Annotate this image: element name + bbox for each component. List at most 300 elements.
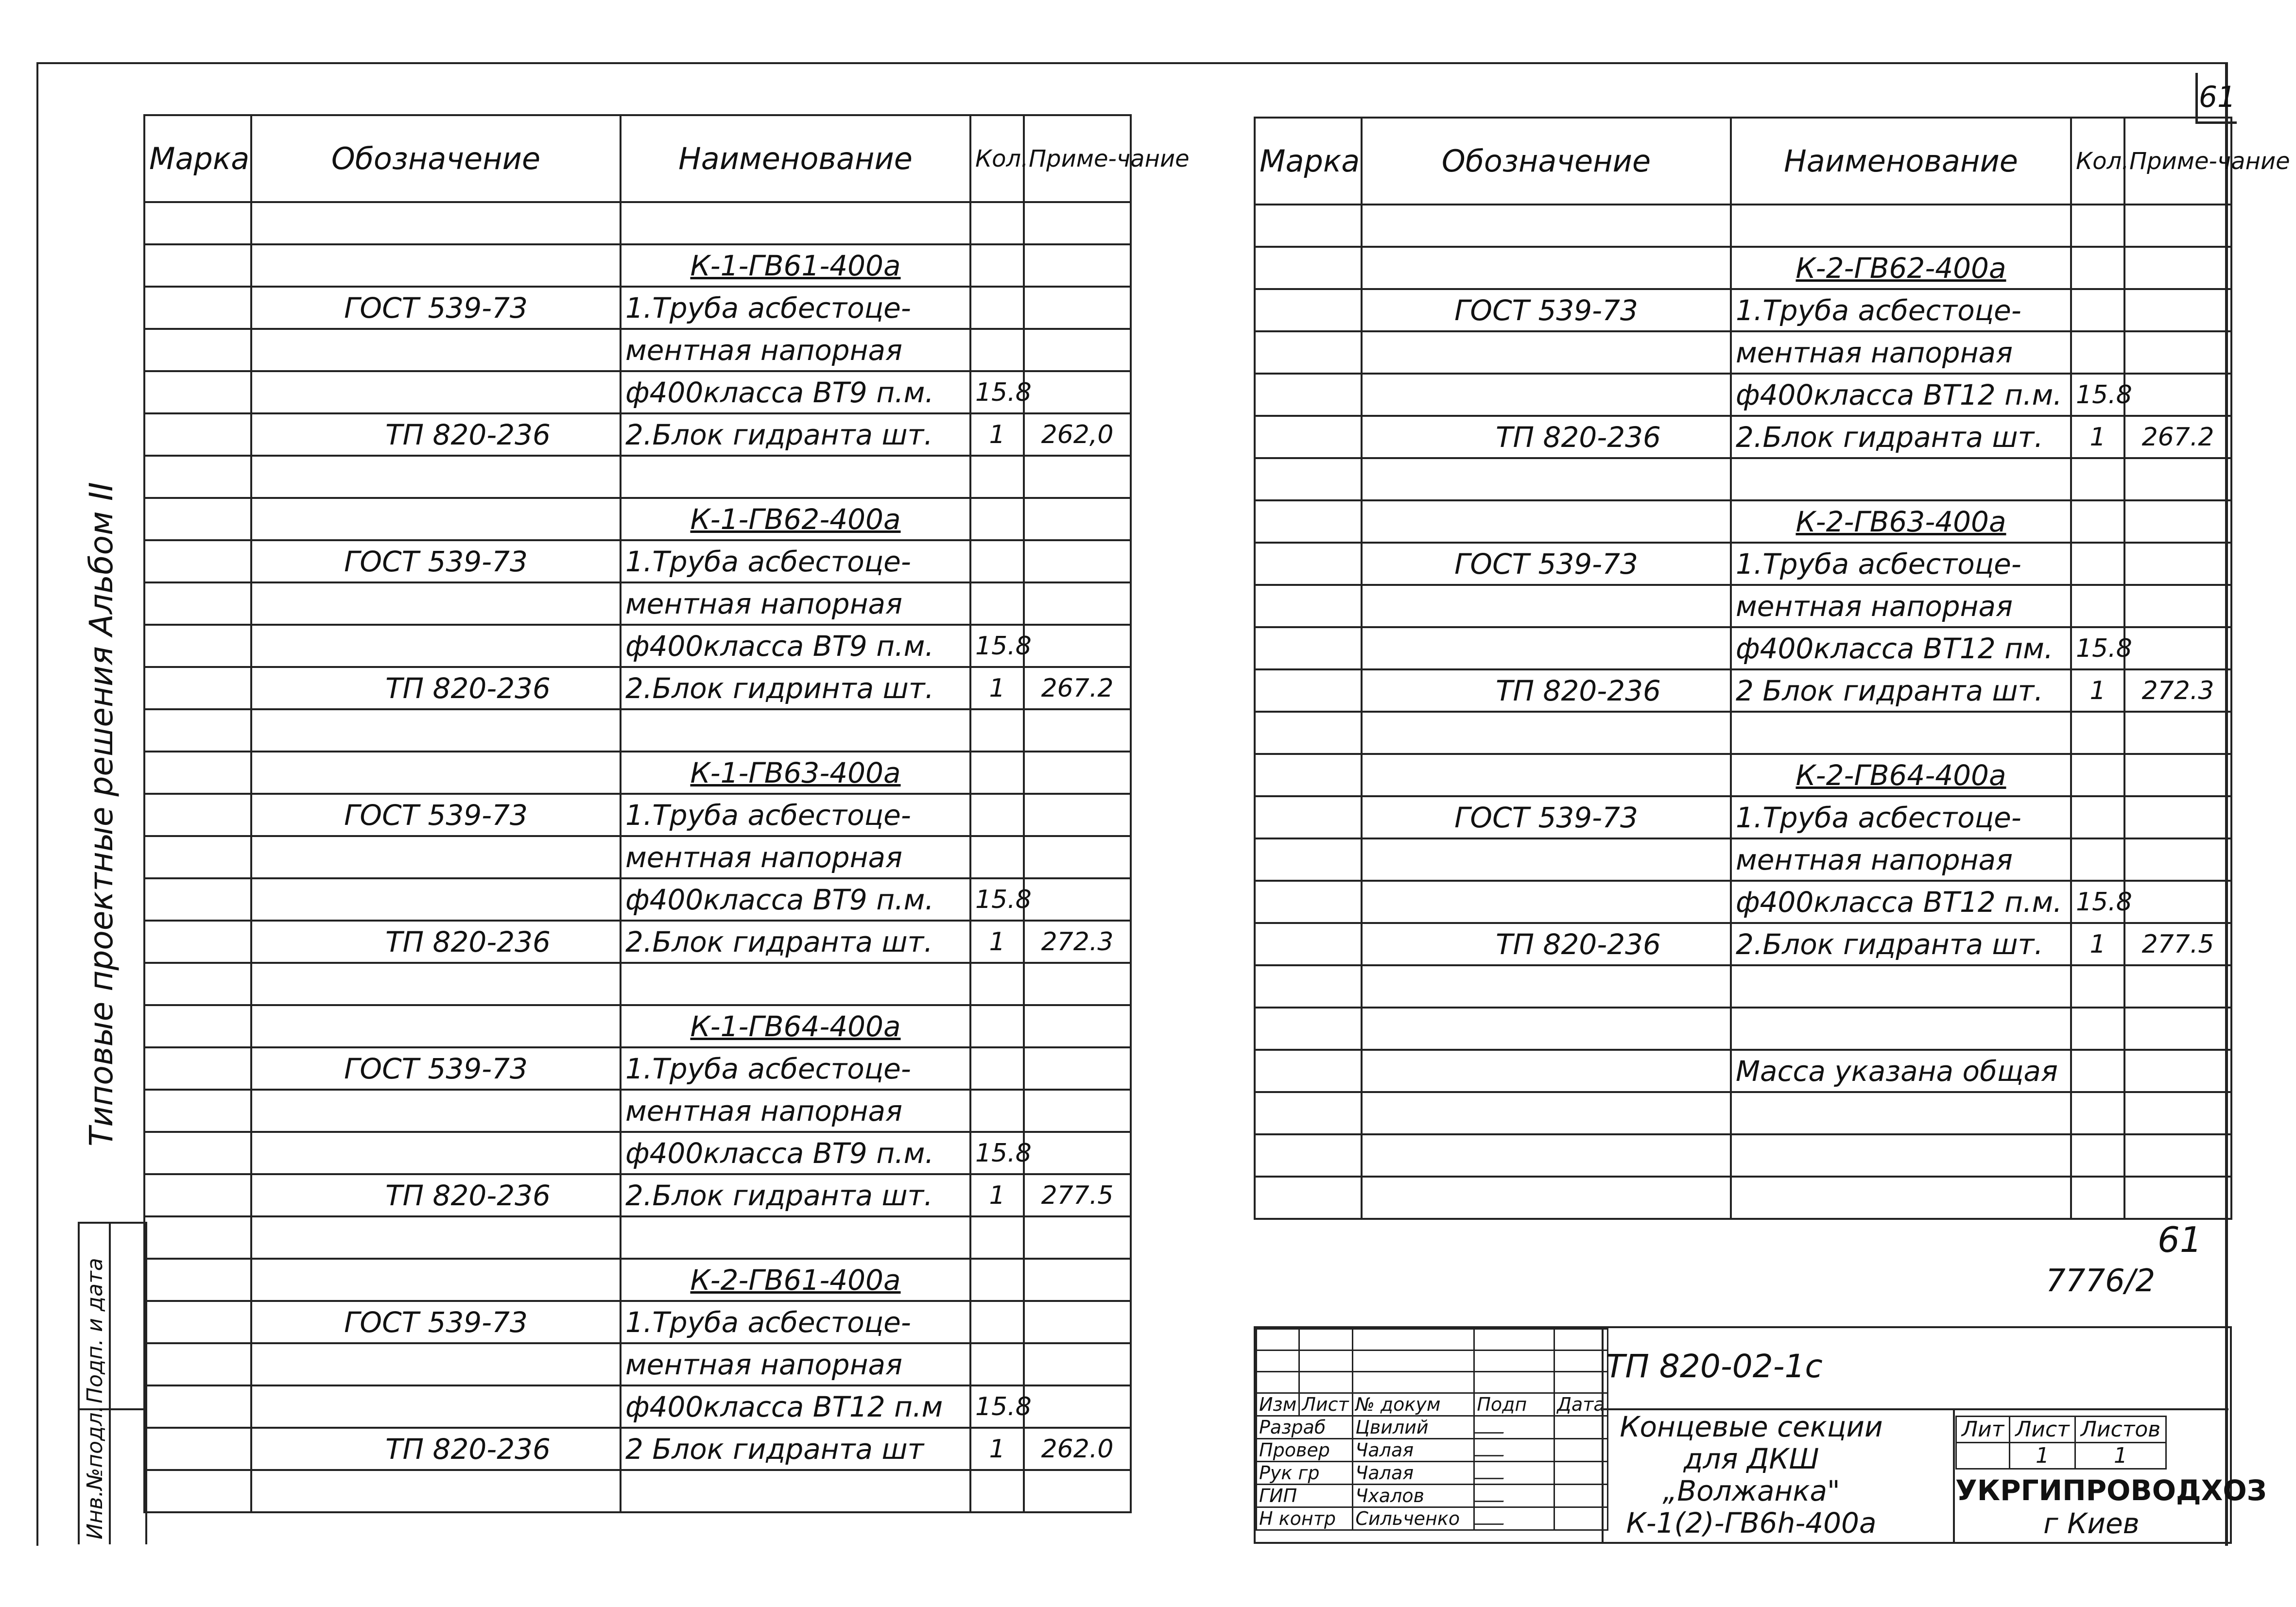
table-row <box>1255 331 2231 374</box>
table-header-row <box>144 115 1131 202</box>
cell-designation <box>1362 1008 1731 1050</box>
cell-name: К-2-ГВ61-400а <box>621 1259 970 1301</box>
col-header-marka: Марка <box>144 115 251 202</box>
cell-name: ментная напорная <box>621 1090 970 1132</box>
cell-marka <box>144 456 251 498</box>
cell-note <box>1024 329 1131 371</box>
approval-stamp-box <box>78 1222 147 1544</box>
table-row <box>144 1174 1131 1216</box>
cell-qty: 1 <box>970 1428 1024 1470</box>
cell-name <box>1731 712 2071 754</box>
cell-note <box>1024 1301 1131 1343</box>
table-row <box>1255 458 2231 500</box>
col-header-qty: Кол. <box>970 115 1024 202</box>
signature-mark <box>1474 1419 1509 1434</box>
cell-marka <box>144 371 251 413</box>
cell-qty <box>970 498 1024 540</box>
table-row <box>1255 923 2231 965</box>
cell-designation <box>1362 331 1731 374</box>
cell-qty <box>970 963 1024 1005</box>
cell-qty <box>2071 500 2124 543</box>
stamp-label-date: Подп. и дата <box>83 1258 107 1403</box>
cell-name: 1.Труба асбестоце- <box>1731 289 2071 331</box>
cell-name <box>1731 1134 2071 1177</box>
table-row <box>1255 543 2231 585</box>
cell-marka <box>144 1047 251 1090</box>
cell-designation <box>251 1343 621 1385</box>
cell-note: 262,0 <box>1024 413 1131 456</box>
cell-qty <box>2071 543 2124 585</box>
cell-designation <box>1362 627 1731 669</box>
table-row <box>144 709 1131 752</box>
cell-qty: 1 <box>2071 416 2124 458</box>
cell-note <box>1024 709 1131 752</box>
cell-note <box>2124 458 2231 500</box>
signature-mark <box>1474 1442 1509 1456</box>
cell-note <box>2124 1177 2231 1219</box>
cell-qty <box>970 287 1024 329</box>
cell-marka <box>144 1428 251 1470</box>
cell-designation <box>251 202 621 244</box>
title-block <box>1254 1326 2267 1544</box>
cell-designation <box>251 244 621 287</box>
cell-qty: 15.8 <box>970 371 1024 413</box>
cell-note <box>1024 1216 1131 1259</box>
cell-name: К-1-ГВ64-400а <box>621 1005 970 1047</box>
cell-designation <box>251 836 621 878</box>
cell-qty: 1 <box>970 413 1024 456</box>
table-row <box>144 667 1131 709</box>
cell-qty <box>970 202 1024 244</box>
cell-note <box>1024 582 1131 625</box>
cell-marka <box>144 1005 251 1047</box>
cell-designation <box>251 1090 621 1132</box>
cell-qty <box>970 836 1024 878</box>
cell-qty: 1 <box>970 667 1024 709</box>
cell-designation <box>1362 881 1731 923</box>
cell-designation <box>251 963 621 1005</box>
table-row <box>1255 289 2231 331</box>
cell-designation <box>1362 374 1731 416</box>
cell-marka <box>1255 669 1362 712</box>
cell-marka <box>144 413 251 456</box>
col-header-designation: Обозначение <box>251 115 621 202</box>
cell-note <box>1024 836 1131 878</box>
cell-name: К-1-ГВ63-400а <box>621 752 970 794</box>
album-sidebar-label: Типовые проектные решения Альбом II <box>83 482 120 1146</box>
table-row <box>144 287 1131 329</box>
cell-qty <box>970 709 1024 752</box>
table-row <box>1255 965 2231 1008</box>
cell-note <box>1024 1343 1131 1385</box>
cell-qty <box>2071 247 2124 289</box>
cell-name: 1.Труба асбестоце- <box>621 540 970 582</box>
table-row <box>144 244 1131 287</box>
cell-note <box>2124 289 2231 331</box>
cell-note <box>1024 1047 1131 1090</box>
table-row <box>144 836 1131 878</box>
cell-designation <box>251 1470 621 1512</box>
cell-marka <box>144 582 251 625</box>
cell-marka <box>144 921 251 963</box>
hdr-sign: Подп <box>1474 1393 1554 1416</box>
cell-note <box>1024 287 1131 329</box>
cell-name <box>1731 965 2071 1008</box>
role-label: Разраб <box>1257 1416 1353 1439</box>
cell-qty <box>2071 331 2124 374</box>
cell-designation <box>251 752 621 794</box>
cell-designation <box>1362 838 1731 881</box>
cell-marka <box>1255 838 1362 881</box>
table-header-row <box>1255 118 2231 205</box>
cell-qty: 15.8 <box>970 1385 1024 1428</box>
cell-marka <box>144 1385 251 1428</box>
cell-designation: ТП 820-236 <box>1362 923 1731 965</box>
signature-mark <box>1474 1511 1509 1525</box>
drawing-title <box>1605 1411 1897 1539</box>
table-row <box>1255 754 2231 796</box>
cell-qty <box>2071 289 2124 331</box>
table-row <box>144 963 1131 1005</box>
table-row <box>144 1343 1131 1385</box>
cell-designation <box>251 1216 621 1259</box>
cell-designation <box>251 878 621 921</box>
cell-marka <box>144 540 251 582</box>
cell-designation: ТП 820-236 <box>251 1174 621 1216</box>
table-row <box>1255 585 2231 627</box>
cell-designation: ГОСТ 539-73 <box>251 794 621 836</box>
cell-note: 272.3 <box>1024 921 1131 963</box>
cell-qty <box>2071 585 2124 627</box>
drawing-title-line: К-1(2)-ГВ6h-400а <box>1626 1506 1877 1539</box>
cell-note <box>1024 371 1131 413</box>
cell-qty <box>970 752 1024 794</box>
cell-designation <box>1362 754 1731 796</box>
cell-note <box>1024 540 1131 582</box>
cell-marka <box>1255 205 1362 247</box>
role-label: Рук гр <box>1257 1462 1353 1485</box>
organization-city: г Киев <box>2043 1507 2140 1540</box>
cell-designation <box>251 1132 621 1174</box>
cell-note <box>1024 1259 1131 1301</box>
cell-marka <box>144 1174 251 1216</box>
cell-note <box>1024 456 1131 498</box>
cell-note: 272.3 <box>2124 669 2231 712</box>
cell-marka <box>1255 543 1362 585</box>
cell-qty <box>2071 838 2124 881</box>
cell-name: 1.Труба асбестоце- <box>621 794 970 836</box>
sheet-info-table <box>1955 1416 2167 1470</box>
cell-marka <box>144 963 251 1005</box>
cell-marka <box>1255 247 1362 289</box>
cell-note <box>1024 794 1131 836</box>
cell-note <box>2124 331 2231 374</box>
cell-qty <box>970 1343 1024 1385</box>
cell-marka <box>1255 374 1362 416</box>
list-value: 1 <box>2010 1443 2075 1469</box>
cell-designation: ГОСТ 539-73 <box>251 287 621 329</box>
cell-designation <box>1362 1177 1731 1219</box>
cell-qty <box>2071 1092 2124 1134</box>
table-row <box>144 1470 1131 1512</box>
cell-designation <box>251 1259 621 1301</box>
lit-header: Лит <box>1956 1417 2010 1443</box>
table-row <box>1255 1092 2231 1134</box>
cell-name: 2.Блок гидранта шт. <box>1731 923 2071 965</box>
cell-marka <box>144 709 251 752</box>
cell-name: ментная напорная <box>1731 331 2071 374</box>
spec-table-left <box>143 114 1190 1513</box>
table-row <box>1255 247 2231 289</box>
cell-note <box>1024 1470 1131 1512</box>
cell-name: ментная напорная <box>621 329 970 371</box>
cell-name <box>1731 1177 2071 1219</box>
cell-name <box>621 1216 970 1259</box>
table-row <box>144 202 1131 244</box>
cell-designation <box>1362 458 1731 500</box>
role-label: Н контр <box>1257 1507 1353 1530</box>
col-header-note: Приме-чание <box>1024 115 1131 202</box>
cell-marka <box>144 202 251 244</box>
table-row <box>1255 205 2231 247</box>
cell-qty <box>970 456 1024 498</box>
cell-name <box>621 709 970 752</box>
table-row <box>144 540 1131 582</box>
signature-mark <box>1474 1488 1509 1502</box>
table-row <box>144 1005 1131 1047</box>
cell-marka <box>1255 881 1362 923</box>
cell-name <box>621 963 970 1005</box>
role-name: Сильченко <box>1353 1507 1474 1530</box>
table-row <box>144 625 1131 667</box>
cell-name <box>621 202 970 244</box>
organization <box>1955 1474 2267 1540</box>
cell-name: ф400класса ВТ12 п.м <box>621 1385 970 1428</box>
cell-name: ф400класса ВТ9 п.м. <box>621 371 970 413</box>
cell-qty <box>970 329 1024 371</box>
cell-designation: ГОСТ 539-73 <box>1362 543 1731 585</box>
role-name: Цвилий <box>1353 1416 1474 1439</box>
table-row <box>1255 374 2231 416</box>
col-header-name: Наименование <box>621 115 970 202</box>
cell-qty <box>2071 1177 2124 1219</box>
cell-designation <box>1362 585 1731 627</box>
table-row <box>144 498 1131 540</box>
role-name: Чалая <box>1353 1439 1474 1462</box>
role-label: ГИП <box>1257 1485 1353 1507</box>
document-code: ТП 820-02-1с <box>1605 1348 1823 1385</box>
cell-designation: ТП 820-236 <box>251 413 621 456</box>
cell-qty: 15.8 <box>970 625 1024 667</box>
cell-designation <box>1362 1092 1731 1134</box>
cell-note <box>2124 1008 2231 1050</box>
cell-qty <box>970 1216 1024 1259</box>
cell-qty <box>970 794 1024 836</box>
cell-qty <box>2071 754 2124 796</box>
table-row <box>144 329 1131 371</box>
cell-name: К-2-ГВ63-400а <box>1731 500 2071 543</box>
cell-qty <box>2071 1134 2124 1177</box>
cell-designation <box>251 1385 621 1428</box>
cell-designation: ТП 820-236 <box>1362 416 1731 458</box>
listov-header: Листов <box>2075 1417 2166 1443</box>
cell-note <box>2124 1134 2231 1177</box>
cell-marka <box>1255 458 1362 500</box>
table-row <box>144 1090 1131 1132</box>
cell-name: 2 Блок гидранта шт. <box>1731 669 2071 712</box>
cell-note <box>1024 1005 1131 1047</box>
cell-marka <box>144 287 251 329</box>
cell-name: ментная напорная <box>621 836 970 878</box>
table-row <box>144 1301 1131 1343</box>
cell-designation <box>1362 965 1731 1008</box>
table-row <box>144 794 1131 836</box>
cell-note <box>2124 881 2231 923</box>
cell-qty: 15.8 <box>2071 627 2124 669</box>
table-row <box>144 1385 1131 1428</box>
col-header-marka: Марка <box>1255 118 1362 205</box>
stamp-label-inv: Инв.№подл. <box>83 1405 107 1539</box>
cell-marka <box>144 625 251 667</box>
cell-designation <box>251 625 621 667</box>
cell-marka <box>144 1090 251 1132</box>
cell-note <box>2124 754 2231 796</box>
cell-qty: 15.8 <box>2071 374 2124 416</box>
cell-note <box>2124 1092 2231 1134</box>
cell-note: 262.0 <box>1024 1428 1131 1470</box>
cell-note <box>2124 627 2231 669</box>
cell-marka <box>1255 585 1362 627</box>
cell-marka <box>1255 1050 1362 1092</box>
cell-name <box>1731 205 2071 247</box>
col-header-qty: Кол. <box>2071 118 2124 205</box>
cell-note: 267.2 <box>2124 416 2231 458</box>
cell-designation <box>1362 247 1731 289</box>
cell-marka <box>144 1132 251 1174</box>
hdr-list: Лист <box>1299 1393 1353 1416</box>
cell-note <box>2124 712 2231 754</box>
cell-marka <box>1255 1092 1362 1134</box>
cell-designation <box>251 456 621 498</box>
cell-qty <box>2071 712 2124 754</box>
cell-name: ментная напорная <box>621 1343 970 1385</box>
cell-name: ф400класса ВТ9 п.м. <box>621 1132 970 1174</box>
table-row <box>1255 796 2231 838</box>
cell-designation <box>251 371 621 413</box>
cell-note <box>1024 752 1131 794</box>
cell-note <box>1024 963 1131 1005</box>
cell-marka <box>144 1216 251 1259</box>
table-row <box>144 1132 1131 1174</box>
cell-name <box>621 456 970 498</box>
table-row <box>1255 1050 2231 1092</box>
cell-qty <box>970 540 1024 582</box>
table-row <box>1255 1177 2231 1219</box>
cell-marka <box>1255 331 1362 374</box>
cell-qty: 1 <box>2071 923 2124 965</box>
cell-qty <box>970 1259 1024 1301</box>
cell-marka <box>1255 923 1362 965</box>
table-row <box>144 371 1131 413</box>
table-row <box>144 582 1131 625</box>
cell-note <box>2124 247 2231 289</box>
cell-note: 277.5 <box>2124 923 2231 965</box>
cell-note <box>1024 625 1131 667</box>
cell-name <box>1731 1092 2071 1134</box>
sheet-number-small: 61 <box>2158 1219 2202 1260</box>
cell-marka <box>144 1470 251 1512</box>
cell-designation <box>1362 1050 1731 1092</box>
cell-note: 277.5 <box>1024 1174 1131 1216</box>
list-header: Лист <box>2010 1417 2075 1443</box>
cell-name: К-2-ГВ62-400а <box>1731 247 2071 289</box>
cell-note <box>1024 878 1131 921</box>
cell-marka <box>1255 1177 1362 1219</box>
cell-note <box>1024 498 1131 540</box>
cell-marka <box>144 329 251 371</box>
page-number: 61 <box>2195 73 2237 124</box>
cell-name: К-1-ГВ61-400а <box>621 244 970 287</box>
cell-name: К-2-ГВ64-400а <box>1731 754 2071 796</box>
cell-marka <box>144 794 251 836</box>
cell-qty <box>2071 1050 2124 1092</box>
title-block-signatures <box>1256 1328 1608 1531</box>
cell-marka <box>144 752 251 794</box>
cell-designation: ТП 820-236 <box>1362 669 1731 712</box>
role-name: Чалая <box>1353 1462 1474 1485</box>
cell-note: 267.2 <box>1024 667 1131 709</box>
cell-qty <box>970 1047 1024 1090</box>
cell-marka <box>144 878 251 921</box>
cell-designation: ГОСТ 539-73 <box>251 1047 621 1090</box>
cell-name <box>1731 458 2071 500</box>
cell-marka <box>144 1259 251 1301</box>
cell-note <box>1024 1090 1131 1132</box>
cell-note <box>1024 1132 1131 1174</box>
table-row <box>144 413 1131 456</box>
table-row <box>144 456 1131 498</box>
role-name: Чхалов <box>1353 1485 1474 1507</box>
table-row <box>1255 838 2231 881</box>
cell-designation <box>251 498 621 540</box>
cell-designation <box>1362 205 1731 247</box>
hdr-date: Дата <box>1554 1393 1608 1416</box>
cell-note <box>2124 543 2231 585</box>
cell-marka <box>1255 965 1362 1008</box>
cell-designation: ГОСТ 539-73 <box>251 1301 621 1343</box>
cell-name: 1.Труба асбестоце- <box>621 1047 970 1090</box>
cell-note <box>2124 205 2231 247</box>
cell-qty <box>970 1470 1024 1512</box>
role-label: Провер <box>1257 1439 1353 1462</box>
col-header-name: Наименование <box>1731 118 2071 205</box>
cell-marka <box>144 836 251 878</box>
cell-name: ментная напорная <box>1731 585 2071 627</box>
lit-value <box>1956 1443 2010 1469</box>
cell-name: ментная напорная <box>621 582 970 625</box>
cell-designation: ТП 820-236 <box>251 1428 621 1470</box>
drawing-title-line: для ДКШ „Волжанка" <box>1662 1442 1840 1507</box>
cell-name: ментная напорная <box>1731 838 2071 881</box>
cell-name: 1.Труба асбестоце- <box>621 1301 970 1343</box>
cell-note <box>1024 244 1131 287</box>
inventory-code: 7776/2 <box>2046 1263 2156 1299</box>
cell-note <box>2124 796 2231 838</box>
table-row <box>1255 881 2231 923</box>
cell-marka <box>144 667 251 709</box>
cell-name: 2.Блок гидранта шт. <box>621 1174 970 1216</box>
cell-designation <box>251 582 621 625</box>
